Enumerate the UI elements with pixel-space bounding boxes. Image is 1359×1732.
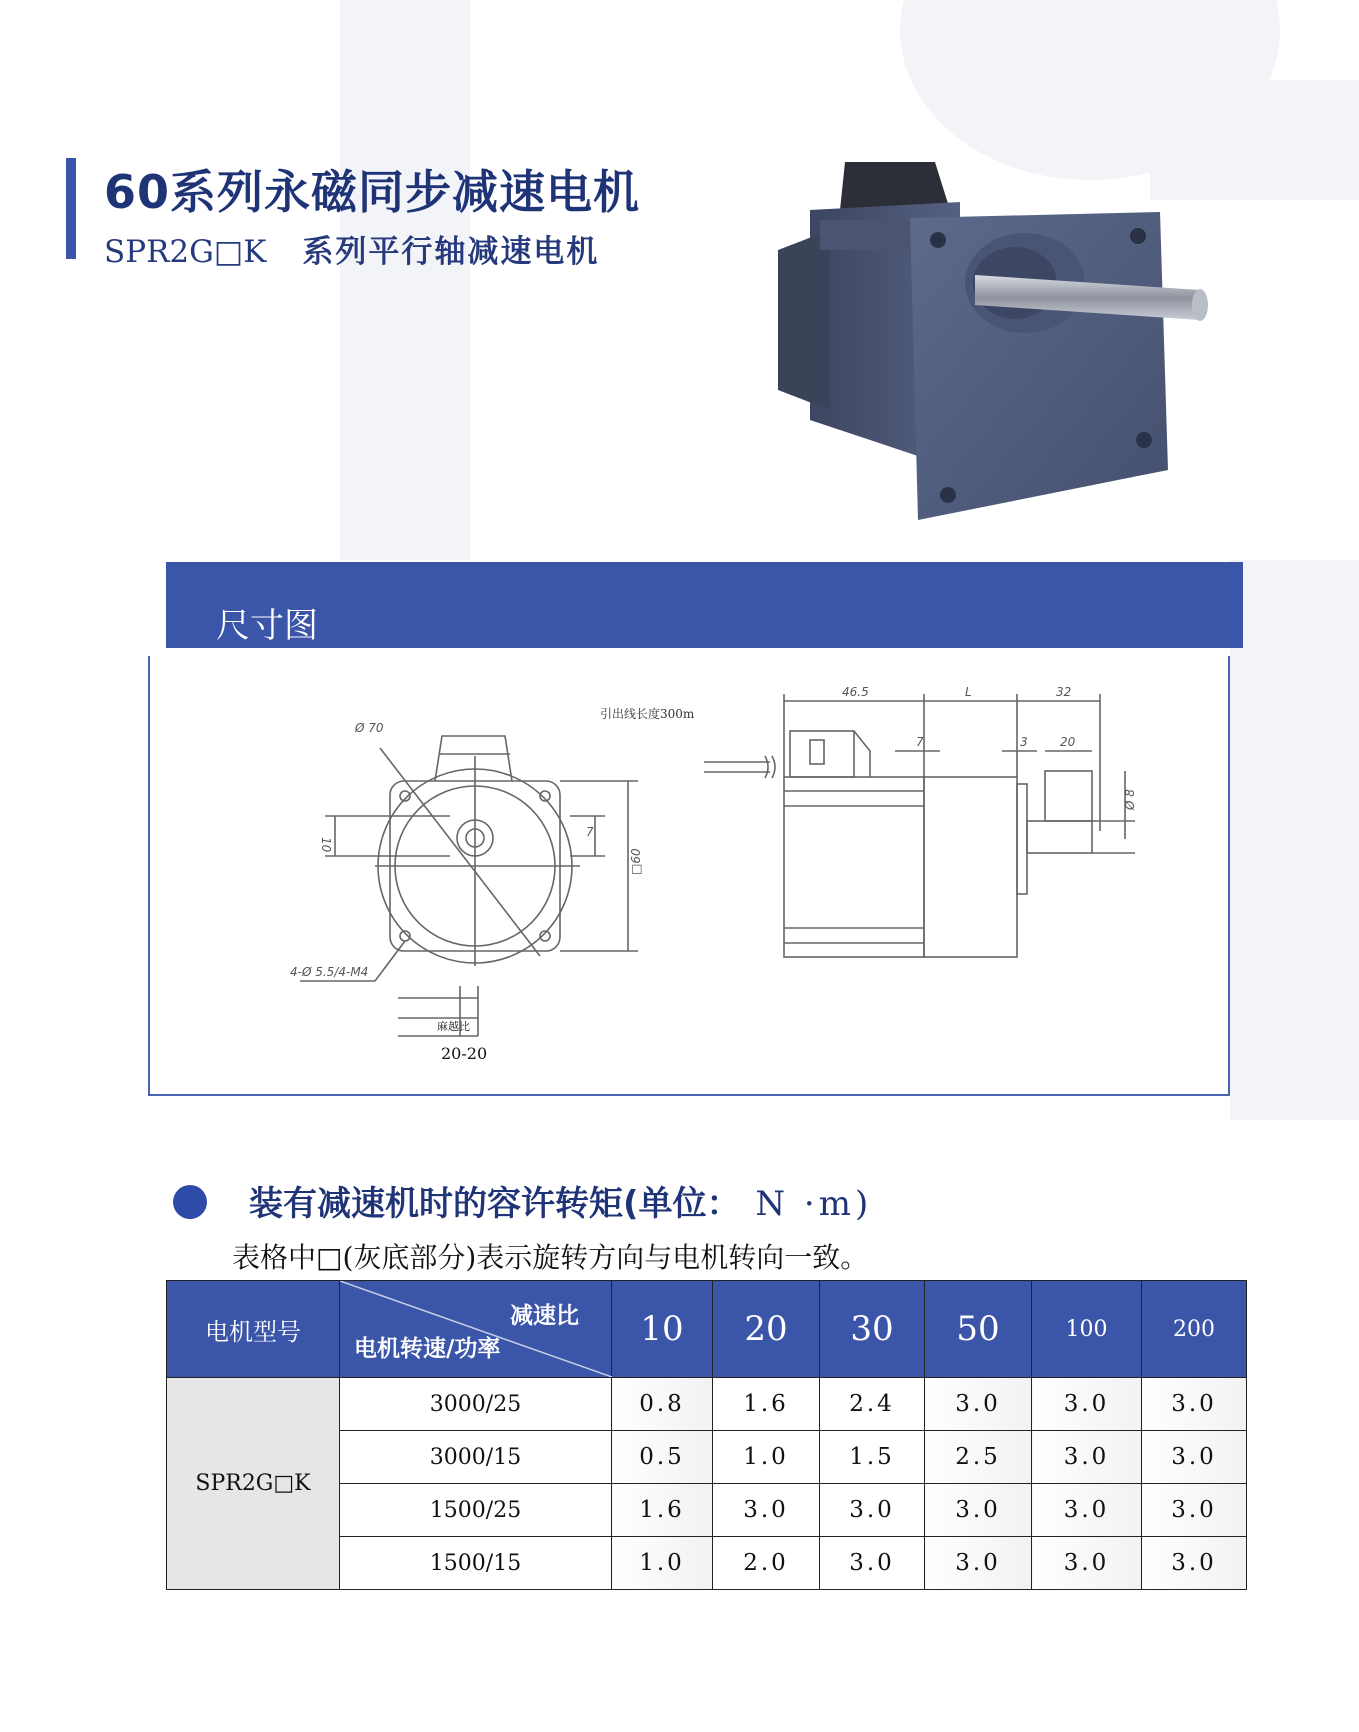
torque-cell: 3.0	[1032, 1537, 1142, 1590]
torque-cell: 3.0	[1142, 1431, 1247, 1484]
ratio-header-30: 30	[820, 1281, 925, 1378]
bg-decoration	[1230, 560, 1359, 1120]
dim-label-46-5: 46.5	[842, 685, 869, 699]
col-diagonal-header	[340, 1281, 612, 1378]
torque-cell: 1.0	[612, 1537, 713, 1590]
speed-cell: 3000/15	[340, 1431, 612, 1484]
speed-cell: 3000/25	[340, 1378, 612, 1431]
ratio-header-50: 50	[925, 1281, 1032, 1378]
torque-note: 表格中□(灰底部分)表示旋转方向与电机转向一致。	[232, 1241, 869, 1274]
page-title: 60系列永磁同步减速电机	[104, 165, 641, 219]
dim-label-32: 32	[1056, 685, 1072, 699]
motor-image	[760, 150, 1220, 530]
ratio-header-10: 10	[612, 1281, 713, 1378]
torque-cell: 2.4	[820, 1378, 925, 1431]
subtitle-desc: 系列平行轴减速电机	[302, 234, 600, 270]
dimension-heading: 尺寸图	[216, 606, 318, 646]
dim-label-holes: 4-Ø 5.5/4-M4	[290, 965, 369, 979]
lead-wire-label: 引出线长度300m	[600, 707, 695, 721]
torque-table	[166, 1280, 1247, 1590]
torque-cell: 3.0	[1032, 1378, 1142, 1431]
ratio-header-100: 100	[1032, 1281, 1142, 1378]
subtitle-model: SPR2G□K	[104, 234, 267, 270]
torque-cell: 1.0	[713, 1431, 820, 1484]
torque-cell: 3.0	[1142, 1537, 1247, 1590]
torque-cell: 1.6	[612, 1484, 713, 1537]
col-speed-header: 电机转速/功率	[354, 1335, 501, 1362]
torque-cell: 0.5	[612, 1431, 713, 1484]
dimension-drawing-box	[148, 656, 1230, 1096]
torque-cell: 3.0	[1142, 1484, 1247, 1537]
dimension-section-header	[166, 562, 1243, 648]
torque-section-title	[249, 1176, 872, 1225]
dim-label-sq60: □60	[629, 848, 643, 875]
torque-cell: 3.0	[925, 1537, 1032, 1590]
ratio-header-200: 200	[1142, 1281, 1247, 1378]
torque-title-text: 装有减速机时的容许转矩(单位：	[249, 1184, 741, 1224]
table-header-row	[167, 1281, 1247, 1378]
torque-cell: 3.0	[925, 1484, 1032, 1537]
speed-cell: 1500/25	[340, 1484, 612, 1537]
dim-label-shaft: Ø 8	[1123, 789, 1137, 810]
model-cell: SPR2G□K	[167, 1378, 340, 1590]
dim-label-3: 3	[1020, 735, 1028, 749]
torque-cell: 3.0	[1032, 1484, 1142, 1537]
torque-cell: 3.0	[820, 1484, 925, 1537]
ratio-value: 20-20	[441, 1044, 488, 1063]
torque-cell: 1.5	[820, 1431, 925, 1484]
dim-label-10: 10	[319, 837, 333, 853]
torque-cell: 3.0	[925, 1378, 1032, 1431]
torque-cell: 1.6	[713, 1378, 820, 1431]
torque-unit: N ·m)	[740, 1184, 873, 1224]
torque-cell: 0.8	[612, 1378, 713, 1431]
dimension-drawing	[150, 656, 1228, 1094]
col-ratio-header: 减速比	[510, 1302, 579, 1329]
torque-cell: 2.5	[925, 1431, 1032, 1484]
dim-label-L: L	[965, 685, 972, 699]
torque-cell: 3.0	[1032, 1431, 1142, 1484]
col-model-header: 电机型号	[167, 1281, 340, 1378]
title-accent-bar	[66, 158, 76, 259]
bg-decoration	[340, 0, 470, 560]
speed-cell: 1500/15	[340, 1537, 612, 1590]
torque-cell: 3.0	[1142, 1378, 1247, 1431]
ratio-label: 麻越比	[437, 1020, 470, 1033]
section-bullet	[173, 1185, 207, 1219]
dim-label-dia70: Ø 70	[355, 721, 384, 735]
page-subtitle	[104, 226, 599, 271]
dim-label-20: 20	[1060, 735, 1076, 749]
torque-cell: 2.0	[713, 1537, 820, 1590]
ratio-header-20: 20	[713, 1281, 820, 1378]
table-row	[167, 1378, 1247, 1431]
dim-label-7: 7	[586, 825, 594, 839]
torque-cell: 3.0	[713, 1484, 820, 1537]
torque-cell: 3.0	[820, 1537, 925, 1590]
dim-label-7b: 7	[916, 735, 924, 749]
